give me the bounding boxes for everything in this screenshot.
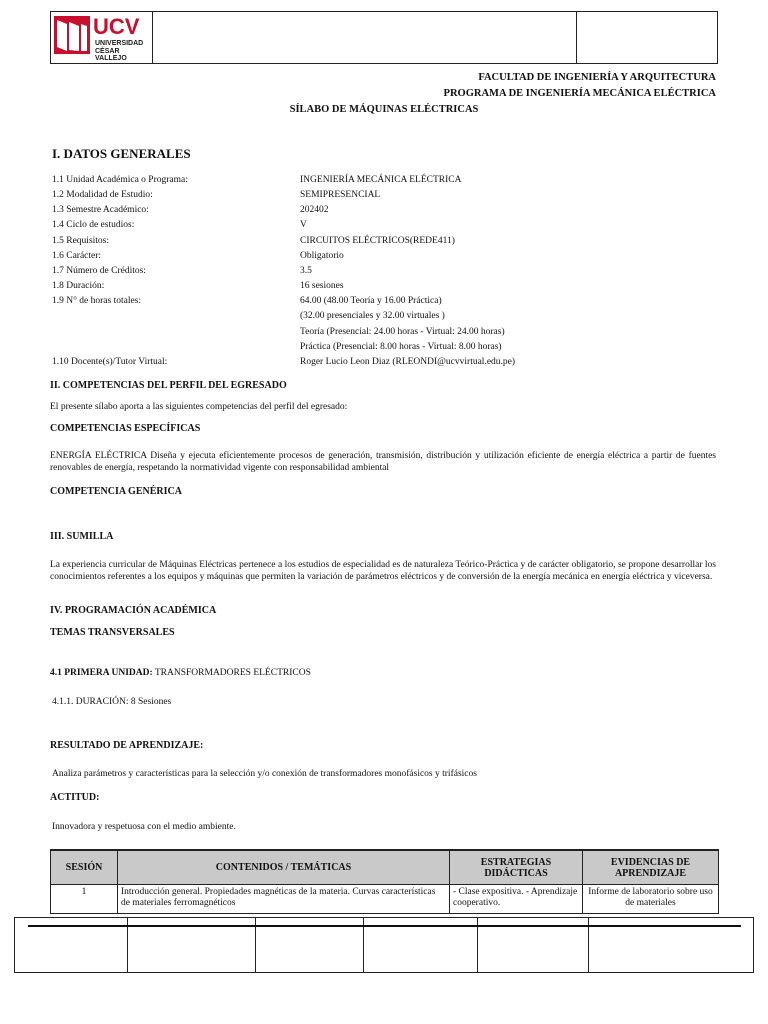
hours-detail: Teoría (Presencial: 24.00 horas - Virtual: 24.00 horas) [300, 327, 505, 337]
logo-subtitle-1: UNIVERSIDAD [95, 40, 144, 47]
header-contents: CONTENIDOS / TEMÁTICAS [118, 851, 450, 885]
hours-detail: (32.00 presenciales y 32.00 virtuales ) [300, 311, 445, 321]
row-label: 1.5 Requisitos: [52, 236, 110, 246]
row-value: SEMIPRESENCIAL [300, 190, 381, 200]
table-header-row [51, 851, 719, 885]
generic-competency-title: COMPETENCIA GENÉRICA [50, 486, 182, 497]
row-label: 1.3 Semestre Académico: [52, 205, 149, 215]
unit-title [50, 668, 311, 678]
attitude-text: Innovadora y respetuosa con el medio ambiente. [52, 822, 236, 832]
header-divider [152, 12, 153, 63]
logo-subtitle-2: CÉSAR VALLEJO [95, 48, 127, 62]
row-label: 1.1 Unidad Académica o Programa: [52, 175, 188, 185]
row-value: CIRCUITOS ELÉCTRICOS(REDE411) [300, 236, 455, 246]
table-row [51, 885, 719, 914]
logo-text: UCV [93, 14, 140, 39]
summary-text: La experiencia curricular de Máquinas Eléctricas pertenece a los estudios de especialidad es de naturaleza Teórico-Práctica y de carácter obligatorio, se propone desarrollar los conocimientos referentes a los equipos y máquinas que permiten la variación de parámetros eléctricos y de conversión de la energía mecánica en energía eléctrica y viceversa. [50, 560, 716, 582]
unit-duration: 4.1.1. DURACIÓN: 8 Sesiones [52, 697, 172, 707]
ucv-logo [53, 14, 149, 61]
learning-result-text: Analiza parámetros y características para la selección y/o conexión de transformadores monofásicos y trifásicos [52, 769, 477, 779]
row-value: V [300, 220, 307, 230]
row-label: 1.2 Modalidad de Estudio: [52, 190, 153, 200]
cell-session: 1 [51, 885, 118, 914]
cell-strategies: - Clase expositiva. - Aprendizaje cooperativo. [450, 885, 583, 914]
row-label: 1.4 Ciclo de estudios: [52, 220, 135, 230]
unit-name: TRANSFORMADORES ELÉCTRICOS [154, 668, 311, 678]
row-value: 16 sesiones [300, 281, 344, 291]
header-strategies: ESTRATEGIAS DIDÁCTICAS [450, 851, 583, 885]
attitude-title: ACTITUD: [50, 792, 100, 803]
row-label: 1.8 Duración: [52, 281, 105, 291]
row-value: 64.00 (48.00 Teoría y 16.00 Práctica) [300, 296, 442, 306]
header-box [50, 11, 718, 64]
program-title: PROGRAMA DE INGENIERÍA MECÁNICA ELÉCTRICA [443, 88, 716, 99]
header-divider [576, 12, 577, 63]
section-title-general: I. DATOS GENERALES [52, 146, 191, 161]
header-session: SESIÓN [51, 851, 118, 885]
teacher-value: Roger Lucio Leon Diaz (RLEONDI@ucvvirtual.edu.pe) [300, 357, 516, 367]
row-value: 3.5 [300, 266, 312, 276]
footer-rule [28, 925, 741, 927]
faculty-title: FACULTAD DE INGENIERÍA Y ARQUITECTURA [478, 72, 716, 83]
program-table [50, 850, 719, 914]
learning-result-title: RESULTADO DE APRENDIZAJE: [50, 740, 204, 751]
unit-number: 4.1 PRIMERA UNIDAD: [50, 668, 153, 678]
row-value: 202402 [300, 205, 329, 215]
row-label: 1.6 Carácter: [52, 251, 102, 261]
cell-evidence: Informe de laboratorio sobre uso de materiales [583, 885, 719, 914]
row-value: Obligatorio [300, 251, 344, 261]
section-title-programming: IV. PROGRAMACIÓN ACADÉMICA [50, 605, 217, 616]
specific-competencies-title: COMPETENCIAS ESPECÍFICAS [50, 423, 201, 434]
teacher-label: 1.10 Docente(s)/Tutor Virtual: [52, 357, 168, 367]
row-value: INGENIERÍA MECÁNICA ELÉCTRICA [300, 175, 462, 185]
row-label: 1.7 Número de Créditos: [52, 266, 146, 276]
header-evidence: EVIDENCIAS DE APRENDIZAJE [583, 851, 719, 885]
syllabus-title: SÍLABO DE MÁQUINAS ELÉCTRICAS [289, 104, 479, 115]
competencies-intro: El presente sílabo aporta a las siguientes competencias del perfil del egresado: [50, 402, 348, 412]
specific-competencies-text: ENERGÍA ELÉCTRICA Diseña y ejecuta eficientemente procesos de generación, transmisión, distribución y utilización eficiente de energía eléctrica a partir de fuentes renovables de energía, respetando la normatividad vigente con responsabilidad ambiental [50, 451, 716, 473]
section-title-summary: III. SUMILLA [50, 531, 114, 542]
cell-content: Introducción general. Propiedades magnéticas de la materia. Curvas características de materiales ferromagnéticos [118, 885, 450, 914]
row-label: 1.9 N° de horas totales: [52, 296, 142, 306]
hours-detail: Práctica (Presencial: 8.00 horas - Virtual: 8.00 horas) [300, 342, 502, 352]
section-title-competencies: II. COMPETENCIAS DEL PERFIL DEL EGRESADO [50, 380, 287, 391]
transversal-topics-title: TEMAS TRANSVERSALES [50, 627, 175, 638]
